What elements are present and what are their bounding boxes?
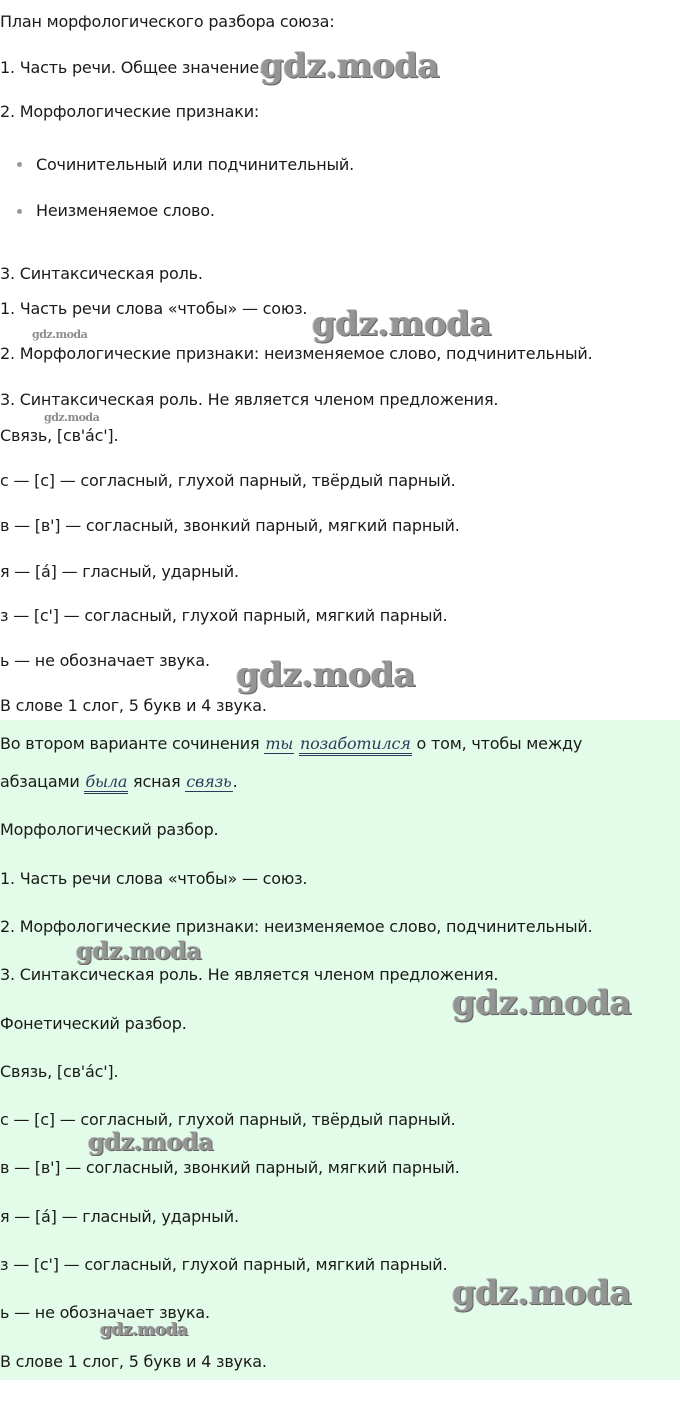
sound-line: ь — не обозначает звука.	[0, 651, 210, 670]
morph-item-1: 1. Часть речи слова «чтобы» — союз.	[0, 299, 308, 318]
morph-item-2: 2. Морфологические признаки: неизменяемое слово, подчинительный.	[0, 344, 593, 363]
plan-bullet-1: Сочинительный или подчинительный.	[36, 155, 355, 174]
watermark-logo: gdz.moda	[260, 46, 440, 86]
watermark-logo: gdz.moda	[452, 983, 632, 1023]
sound-line: я — [а́] — гласный, ударный.	[0, 562, 239, 581]
sentence-text: Во втором варианте сочинения	[0, 734, 265, 753]
watermark-logo: gdz.moda	[44, 411, 100, 424]
phonetic-word: Связь, [св'а́с'].	[0, 1062, 119, 1081]
sentence-line-1	[0, 733, 582, 755]
bullet-dot	[17, 162, 22, 167]
sentence-line-2	[0, 771, 237, 793]
watermark-logo: gdz.moda	[100, 1320, 188, 1340]
predicate-word: позаботился	[299, 734, 412, 756]
sound-line: с — [с] — согласный, глухой парный, твёрдый парный.	[0, 471, 456, 490]
summary-line: В слове 1 слог, 5 букв и 4 звука.	[0, 1352, 267, 1371]
sound-line: в — [в'] — согласный, звонкий парный, мягкий парный.	[0, 516, 460, 535]
plan-bullet-2: Неизменяемое слово.	[36, 201, 215, 220]
morph-item-1: 1. Часть речи слова «чтобы» — союз.	[0, 869, 308, 888]
sentence-text: .	[232, 772, 238, 791]
sound-line: я — [а́] — гласный, ударный.	[0, 1207, 239, 1226]
watermark-logo: gdz.moda	[76, 936, 202, 965]
watermark-logo: gdz.moda	[32, 328, 88, 341]
summary-line: В слове 1 слог, 5 букв и 4 звука.	[0, 696, 267, 715]
plan-title: План морфологического разбора союза:	[0, 12, 335, 31]
morph-item-3: 3. Синтаксическая роль. Не является членом предложения.	[0, 390, 499, 409]
plan-item-3: 3. Синтаксическая роль.	[0, 264, 203, 283]
subject-word: связь	[186, 772, 232, 791]
plan-item-2: 2. Морфологические признаки:	[0, 102, 260, 121]
sound-line: в — [в'] — согласный, звонкий парный, мягкий парный.	[0, 1158, 460, 1177]
sound-line: з — [с'] — согласный, глухой парный, мягкий парный.	[0, 606, 448, 625]
sentence-text: абзацами	[0, 772, 85, 791]
sound-line: с — [с] — согласный, глухой парный, твёрдый парный.	[0, 1110, 456, 1129]
sound-line: ь — не обозначает звука.	[0, 1303, 210, 1322]
phonetic-title: Фонетический разбор.	[0, 1014, 187, 1033]
morph-title: Морфологический разбор.	[0, 820, 219, 839]
predicate-word: была	[84, 772, 128, 794]
plan-item-1: 1. Часть речи. Общее значение.	[0, 58, 264, 77]
morph-item-3: 3. Синтаксическая роль. Не является членом предложения.	[0, 965, 499, 984]
watermark-logo: gdz.moda	[312, 304, 492, 344]
watermark-logo: gdz.moda	[236, 655, 416, 695]
bullet-dot	[17, 209, 22, 214]
sentence-text: о том, чтобы между	[411, 734, 583, 753]
watermark-logo: gdz.moda	[88, 1127, 214, 1156]
sentence-text: ясная	[128, 772, 186, 791]
subject-word: ты	[265, 734, 294, 753]
morph-item-2: 2. Морфологические признаки: неизменяемое слово, подчинительный.	[0, 917, 593, 936]
phonetic-word: Связь, [св'а́с'].	[0, 426, 119, 445]
sound-line: з — [с'] — согласный, глухой парный, мягкий парный.	[0, 1255, 448, 1274]
watermark-logo: gdz.moda	[452, 1273, 632, 1313]
